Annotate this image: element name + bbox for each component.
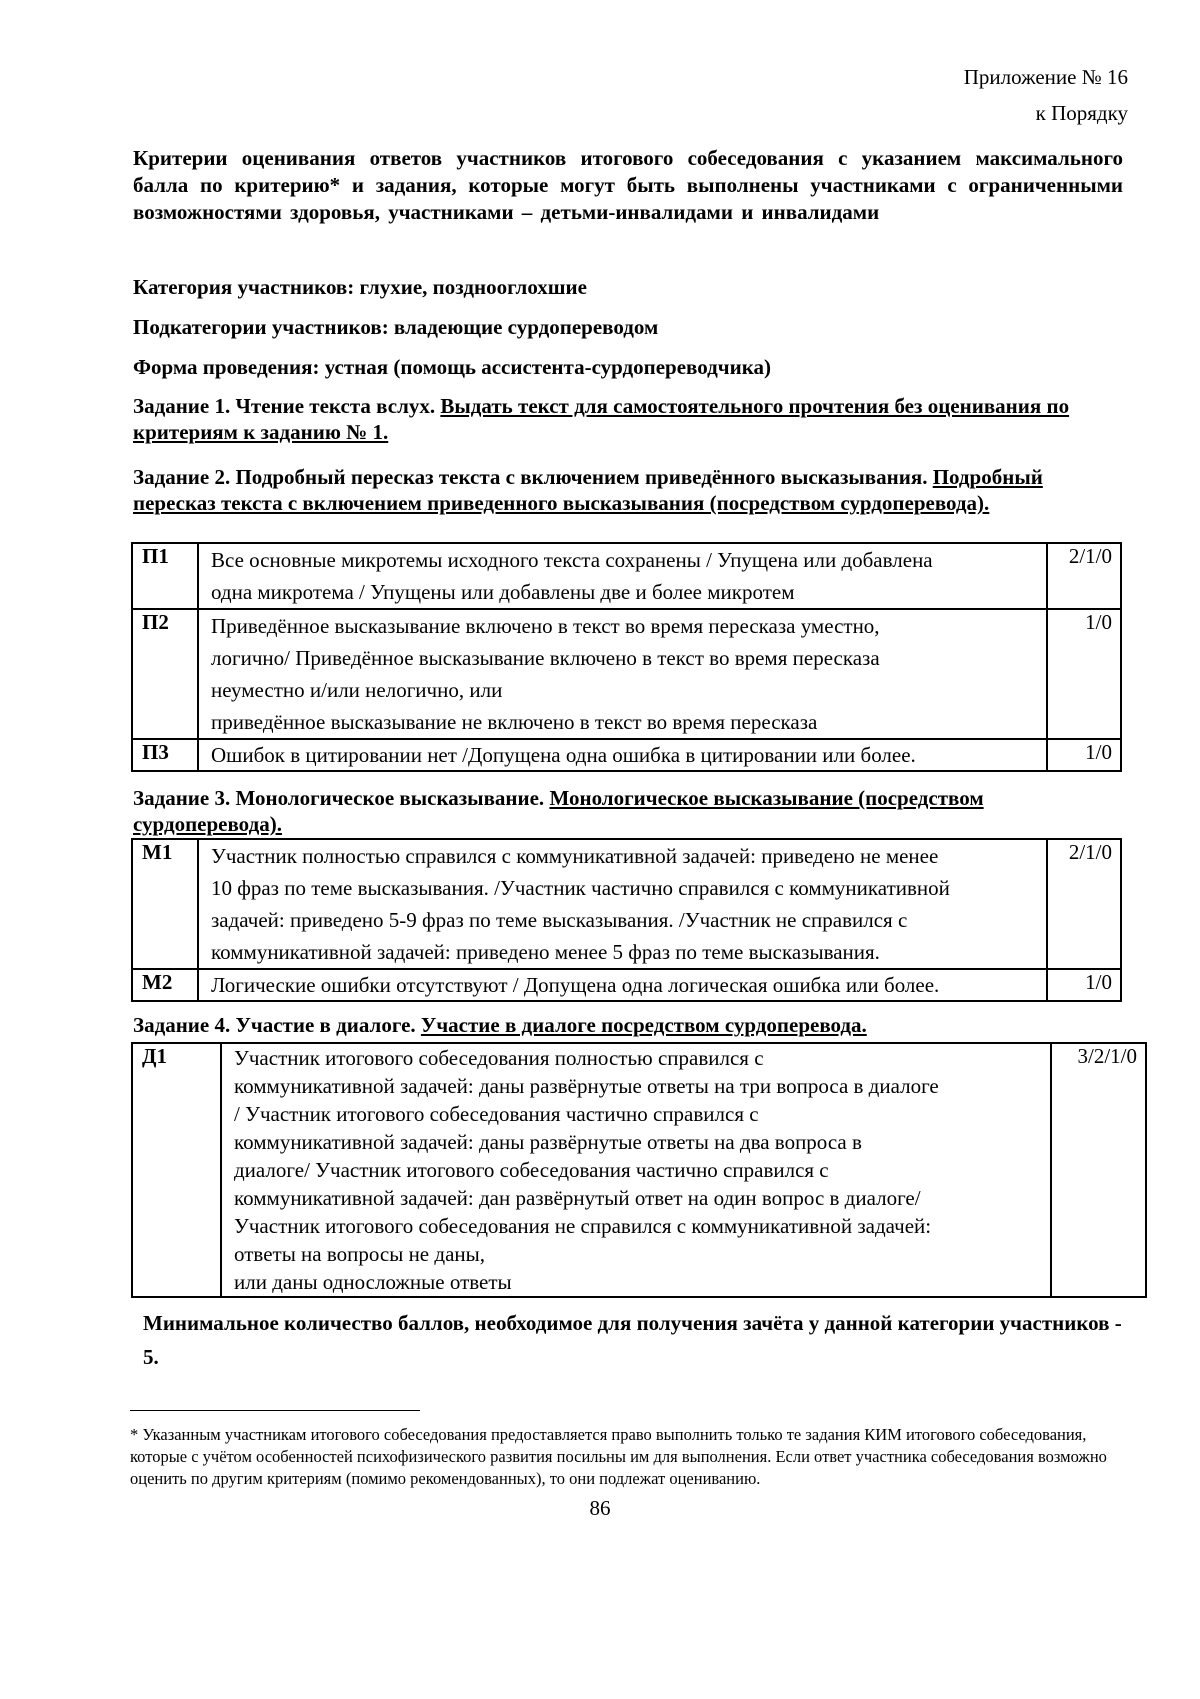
page-number: 86 [589, 1496, 611, 1520]
criterion-description [198, 609, 1047, 739]
task2-criteria-table [131, 542, 1122, 772]
task3-note: Монологическое высказывание (посредством сурдоперевода). [133, 786, 984, 836]
criterion-text-line: логично/ Приведённое высказывание включено в текст во время пересказа [211, 646, 880, 670]
criterion-code: П2 [132, 609, 198, 739]
table-row [132, 543, 1121, 609]
criterion-text-line: Приведённое высказывание включено в текст во время пересказа уместно, [211, 614, 880, 638]
criterion-code: П1 [132, 543, 198, 609]
appendix-reference: к Порядку [1035, 101, 1128, 125]
criterion-text-line: Логические ошибки отсутствуют / Допущена одна логическая ошибка или более. [211, 973, 940, 997]
task1-label: Задание 1. Чтение текста вслух. [133, 394, 436, 418]
table-row [132, 609, 1121, 739]
task4-note: Участие в диалоге посредством сурдоперевода. [420, 1013, 867, 1037]
criterion-code: М2 [132, 969, 198, 1001]
table-row [132, 839, 1121, 969]
task4-label: Задание 4. Участие в диалоге. [133, 1013, 416, 1037]
criterion-text-line: коммуникативной задачей: приведено менее 5 фраз по теме высказывания. [211, 940, 880, 964]
task2-label: Задание 2. Подробный пересказ текста с включением приведённого высказывания. [133, 465, 928, 489]
participant-category: Категория участников: глухие, позднооглохшие [133, 275, 587, 299]
task4-criteria-table [131, 1042, 1147, 1298]
participant-subcategory: Подкатегории участников: владеющие сурдопереводом [133, 315, 659, 339]
criterion-score: 1/0 [1047, 969, 1121, 1001]
criterion-code: М1 [132, 839, 198, 969]
criterion-description [198, 839, 1047, 969]
criterion-text-line: 10 фраз по теме высказывания. /Участник частично справился с коммуникативной [211, 876, 950, 900]
task1-note: Выдать текст для самостоятельного прочтения без оценивания по критериям к заданию № 1. [133, 394, 1070, 444]
task3-heading [133, 785, 1123, 837]
criterion-text-line: Все основные микротемы исходного текста сохранены / Упущена или добавлена [211, 548, 933, 572]
task3-criteria-table [131, 838, 1122, 1002]
task4-heading [133, 1012, 1123, 1038]
table-row [132, 739, 1121, 771]
criterion-text-line: приведённое высказывание не включено в текст во время пересказа [211, 710, 818, 734]
minimum-score-note: Минимальное количество баллов, необходимое для получения зачёта у данной категории участников - 5. [143, 1311, 1122, 1369]
appendix-number: Приложение № 16 [963, 65, 1128, 89]
footnote-separator [130, 1410, 420, 1411]
criterion-description [198, 739, 1047, 771]
task1-heading [133, 393, 1123, 445]
table-row [132, 1043, 1146, 1297]
document-title: Критерии оценивания ответов участников итогового собеседования с указанием максимального балла по критерию* и задания, которые могут быть выполнены участниками с ограниченными возможностями здоровья, участниками – детьми-инвалидами и инвалидами [133, 146, 1123, 224]
criterion-text-line: диалоге/ Участник итогового собеседования частично справился с [234, 1158, 829, 1182]
criterion-description [198, 543, 1047, 609]
criterion-text-line: коммуникативной задачей: даны развёрнутые ответы на два вопроса в [234, 1130, 862, 1154]
criterion-score: 1/0 [1047, 609, 1121, 739]
criterion-text-line: Участник итогового собеседования не справился с коммуникативной задачей: [234, 1214, 932, 1238]
criterion-text-line: неуместно и/или нелогично, или [211, 678, 503, 702]
task2-heading [133, 464, 1123, 516]
exam-form: Форма проведения: устная (помощь ассистента-сурдопереводчика) [133, 355, 771, 379]
footnote: * Указанным участникам итогового собеседования предоставляется право выполнить только те задания КИМ итогового собеседования, которые с учётом особенностей психофизического развития посильны им для выполнения. Если ответ участника собеседования возможно оценить по другим критериям (помимо рекомендованных), то они подлежат оцениванию. [130, 1425, 1107, 1488]
criterion-text-line: коммуникативной задачей: дан развёрнутый ответ на один вопрос в диалоге/ [234, 1186, 921, 1210]
criterion-text-line: / Участник итогового собеседования частично справился с [234, 1102, 759, 1126]
task2-note: Подробный пересказ текста с включением приведенного высказывания (посредством сурдоперевода). [133, 465, 1043, 515]
criterion-description [221, 1043, 1051, 1297]
criterion-score: 2/1/0 [1047, 543, 1121, 609]
table-row [132, 969, 1121, 1001]
criterion-description [198, 969, 1047, 1001]
criterion-text-line: Участник полностью справился с коммуникативной задачей: приведено не менее [211, 844, 939, 868]
criterion-text-line: задачей: приведено 5-9 фраз по теме высказывания. /Участник не справился с [211, 908, 908, 932]
criterion-score: 1/0 [1047, 739, 1121, 771]
criterion-code: П3 [132, 739, 198, 771]
criterion-text-line: Ошибок в цитировании нет /Допущена одна ошибка в цитировании или более. [211, 743, 916, 767]
criterion-code: Д1 [132, 1043, 221, 1297]
criterion-score: 3/2/1/0 [1051, 1043, 1146, 1297]
criterion-text-line: коммуникативной задачей: даны развёрнутые ответы на три вопроса в диалоге [234, 1074, 939, 1098]
criterion-text-line: Участник итогового собеседования полностью справился с [234, 1046, 764, 1070]
criterion-text-line: или даны односложные ответы [234, 1270, 512, 1294]
criterion-text-line: ответы на вопросы не даны, [234, 1242, 485, 1266]
criterion-score: 2/1/0 [1047, 839, 1121, 969]
criterion-text-line: одна микротема / Упущены или добавлены две и более микротем [211, 580, 795, 604]
task3-label: Задание 3. Монологическое высказывание. [133, 786, 545, 810]
